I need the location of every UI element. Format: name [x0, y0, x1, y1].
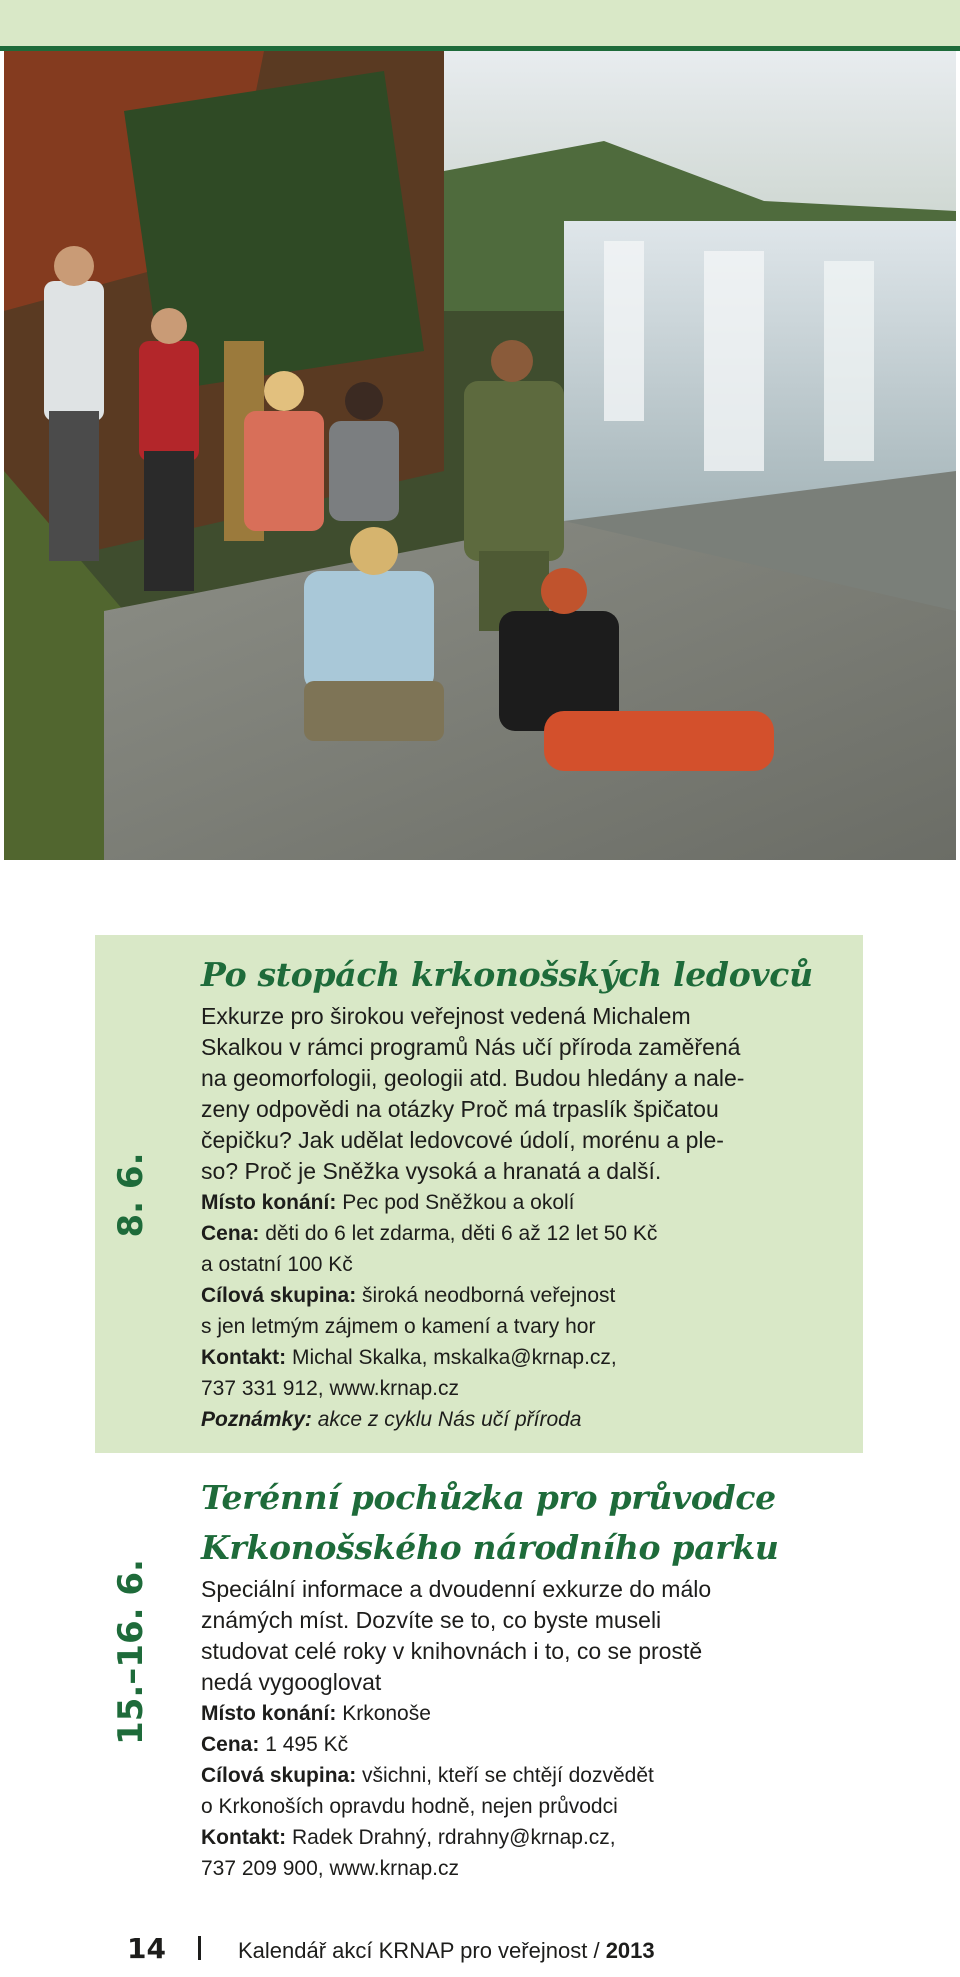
price-value: 1 495 Kč — [265, 1733, 349, 1756]
event-notes — [201, 1404, 841, 1435]
event-date-column — [95, 1462, 167, 1882]
event-target-group — [201, 1760, 841, 1791]
event-target-continued: s jen letmým zájmem o kamení a tvary hor — [201, 1315, 596, 1338]
page-footer — [0, 1928, 960, 1968]
place-label: Místo konání: — [201, 1702, 337, 1725]
target-label: Cílová skupina: — [201, 1284, 357, 1307]
event-description-line: zeny odpovědi na otázky Proč má trpaslík špičatou — [201, 1096, 719, 1122]
event-description-line: so? Proč je Sněžka vysoká a hranatá a další. — [201, 1158, 662, 1184]
price-label: Cena: — [201, 1222, 260, 1245]
event-title-line: Terénní pochůzka pro průvodce — [201, 1478, 776, 1517]
footer-caption — [238, 1938, 655, 1964]
footer-year: 2013 — [605, 1938, 655, 1963]
event-description-line: Speciální informace a dvoudenní exkurze do málo — [201, 1576, 712, 1602]
event-content — [201, 1474, 841, 1884]
footer-separator — [198, 1936, 201, 1960]
footer-title: Kalendář akcí KRNAP pro veřejnost / — [238, 1938, 600, 1963]
event-contact-continued: 737 209 900, www.krnap.cz — [201, 1857, 459, 1880]
price-value: děti do 6 let zdarma, děti 6 až 12 let 50 Kč — [265, 1222, 658, 1245]
event-description-line: studovat celé roky v knihovnách i to, co se prostě — [201, 1638, 703, 1664]
event-price — [201, 1218, 841, 1249]
event-contact — [201, 1822, 841, 1853]
event-card-ledovce — [95, 935, 863, 1453]
contact-label: Kontakt: — [201, 1826, 287, 1849]
event-card-pruvodci — [95, 1462, 863, 1882]
event-contact — [201, 1342, 841, 1373]
hikers-waterfall-photo — [4, 51, 956, 860]
place-label: Místo konání: — [201, 1191, 337, 1214]
event-price-continued: a ostatní 100 Kč — [201, 1253, 353, 1276]
notes-label: Poznámky: — [201, 1408, 312, 1431]
target-label: Cílová skupina: — [201, 1764, 357, 1787]
event-content — [201, 951, 841, 1435]
event-date-column — [95, 935, 167, 1453]
target-value: všichni, kteří se chtějí dozvědět — [362, 1764, 654, 1787]
photo-illustration — [4, 51, 956, 860]
place-value: Pec pod Sněžkou a okolí — [342, 1191, 575, 1214]
event-place — [201, 1187, 841, 1218]
target-value: široká neodborná veřejnost — [362, 1284, 616, 1307]
event-price — [201, 1729, 841, 1760]
event-description-line: Exkurze pro širokou veřejnost vedená Michalem — [201, 1003, 691, 1029]
event-target-continued: o Krkonoších opravdu hodně, nejen průvodci — [201, 1795, 618, 1818]
page-number: 14 — [127, 1932, 166, 1965]
event-contact-continued: 737 331 912, www.krnap.cz — [201, 1377, 459, 1400]
event-title-line: Krkonošského národního parku — [201, 1528, 779, 1567]
contact-label: Kontakt: — [201, 1346, 287, 1369]
place-value: Krkonoše — [342, 1702, 431, 1725]
event-date: 15.–16. 6. — [111, 1559, 151, 1745]
event-description-line: známých míst. Dozvíte se to, co byste museli — [201, 1607, 662, 1633]
event-description-line: čepičku? Jak udělat ledovcové údolí, morénu a ple- — [201, 1127, 724, 1153]
event-date: 8. 6. — [111, 1152, 151, 1238]
event-place — [201, 1698, 841, 1729]
top-color-band — [0, 0, 960, 46]
contact-value: Radek Drahný, rdrahny@krnap.cz, — [292, 1826, 616, 1849]
event-target-group — [201, 1280, 841, 1311]
price-label: Cena: — [201, 1733, 260, 1756]
event-description-line: na geomorfologii, geologii atd. Budou hledány a nale- — [201, 1065, 745, 1091]
event-title: Po stopách krkonošských ledovců — [201, 955, 813, 994]
contact-value: Michal Skalka, mskalka@krnap.cz, — [292, 1346, 617, 1369]
notes-value: akce z cyklu Nás učí příroda — [317, 1408, 582, 1431]
event-description-line: nedá vygooglovat — [201, 1669, 382, 1695]
event-description-line: Skalkou v rámci programů Nás učí příroda zaměřená — [201, 1034, 741, 1060]
